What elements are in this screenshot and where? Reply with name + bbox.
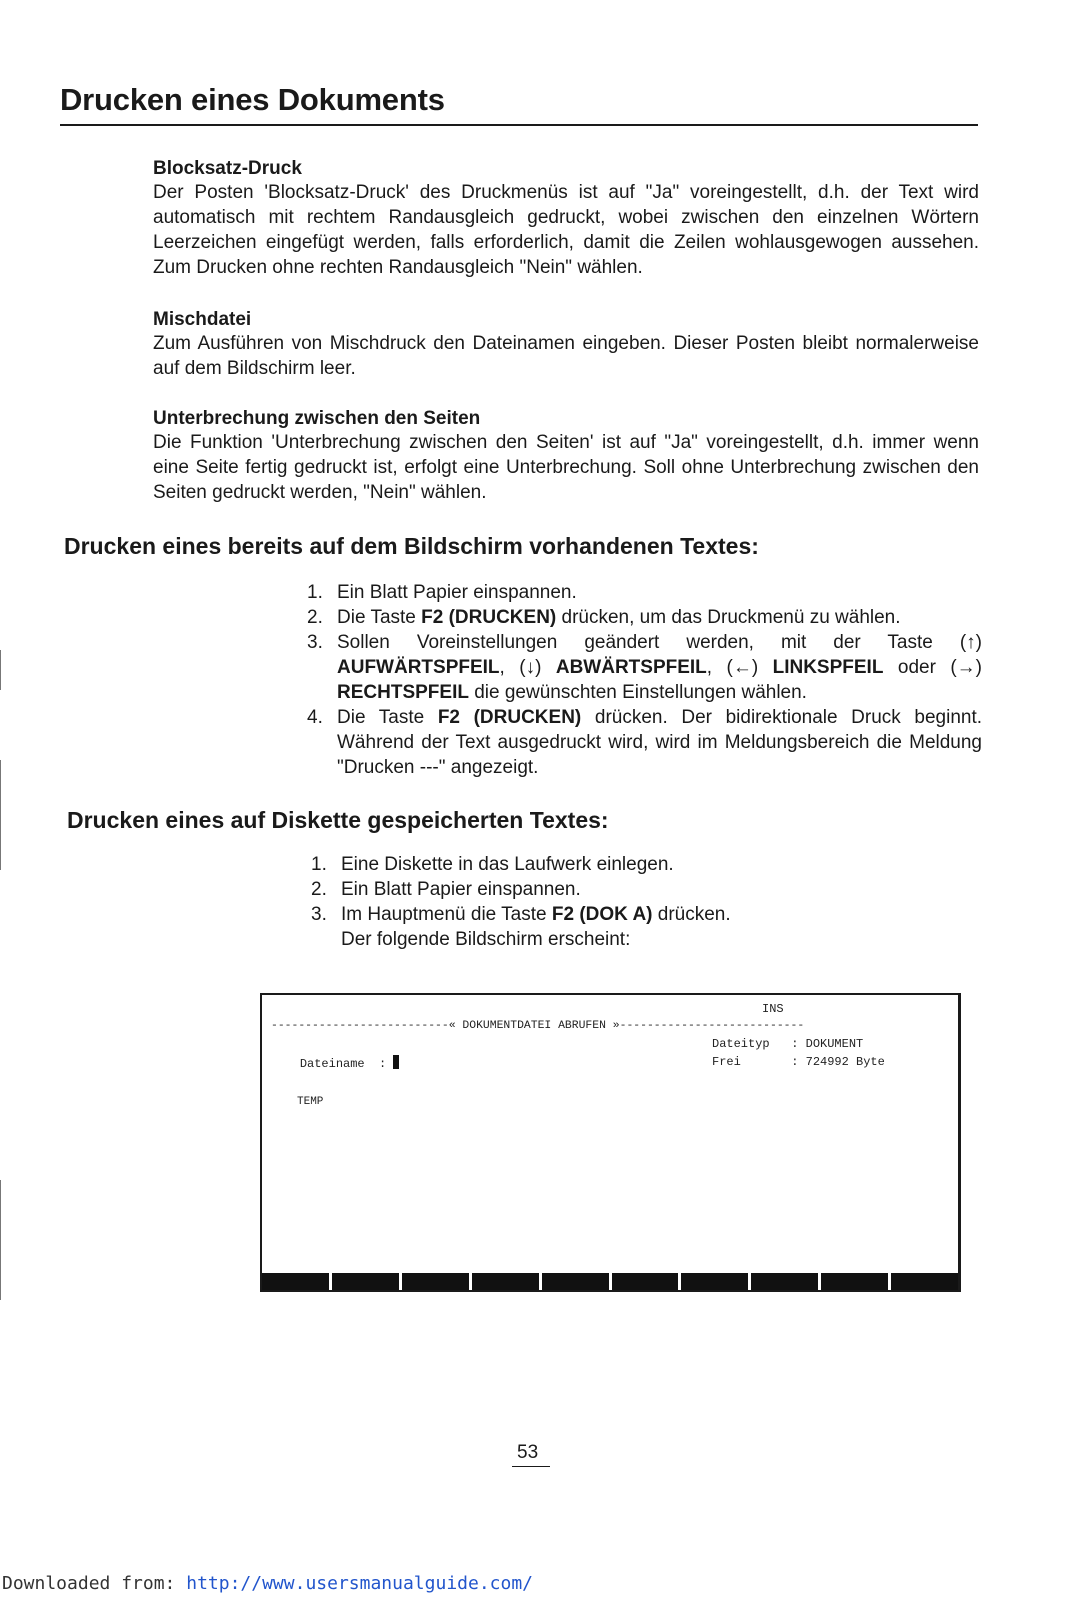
key-name: F2 (DOK A) bbox=[551, 904, 653, 925]
section-blocksatz bbox=[153, 158, 979, 280]
heading-print-from-disk: Drucken eines auf Diskette gespeicherten Textes: bbox=[67, 807, 609, 833]
step-number: 1. bbox=[311, 854, 327, 875]
function-key-slot bbox=[542, 1273, 609, 1290]
function-key-slot bbox=[332, 1273, 399, 1290]
insert-mode-indicator: INS bbox=[762, 1002, 784, 1016]
binder-mark bbox=[0, 650, 1, 690]
step-text: Im Hauptmenü die Taste bbox=[341, 904, 552, 925]
function-key-slot bbox=[681, 1273, 748, 1290]
section-heading: Blocksatz-Druck bbox=[153, 158, 302, 179]
key-name: F2 (DRUCKEN) bbox=[421, 607, 557, 628]
page-number: 53 bbox=[517, 1442, 539, 1463]
function-key-bar bbox=[262, 1273, 958, 1290]
function-key-slot bbox=[821, 1273, 888, 1290]
title-rule bbox=[60, 124, 978, 126]
step-text: , (↓) bbox=[499, 657, 556, 678]
list-item bbox=[307, 705, 982, 780]
section-heading: Unterbrechung zwischen den Seiten bbox=[153, 408, 481, 429]
key-name: LINKSPFEIL bbox=[772, 657, 884, 678]
list-item bbox=[307, 630, 982, 705]
step-text: Die Taste bbox=[337, 707, 438, 728]
list-item bbox=[311, 877, 971, 902]
step-number: 2. bbox=[311, 879, 327, 900]
page-number-rule bbox=[512, 1466, 550, 1467]
step-text: drücken. bbox=[652, 904, 731, 925]
section-body: Der Posten 'Blocksatz-Druck' des Druckmenüs ist auf "Ja" voreingestellt, d.h. der Text wird automatisch mit rechtem Randausgleich gedruckt, wobei zwischen den einzelnen Wörtern Leerzeichen eingefügt werden, falls erforderlich, damit die Zeilen wohlausgewogen aussehen. Zum Drucken ohne rechten Randausgleich "Nein" wählen. bbox=[153, 182, 979, 278]
step-text: drücken, um das Druckmenü zu wählen. bbox=[556, 607, 901, 628]
free-space-info: Frei : 724992 Byte bbox=[712, 1055, 885, 1069]
function-key-slot bbox=[751, 1273, 818, 1290]
screen-mockup bbox=[260, 993, 961, 1292]
filename-label: Dateiname : bbox=[299, 1057, 387, 1071]
list-item bbox=[311, 852, 971, 877]
list-item bbox=[307, 605, 982, 630]
step-text: Die Taste bbox=[337, 607, 422, 628]
step-text: Sollen Voreinstellungen geändert werden, mit der Taste (↑) bbox=[337, 632, 982, 653]
function-key-slot bbox=[612, 1273, 679, 1290]
screen-banner: --------------------------« DOKUMENTDATEI ABRUFEN »--------------------------- bbox=[271, 1020, 805, 1032]
section-unterbrechung bbox=[153, 408, 979, 505]
step-number: 3. bbox=[311, 904, 327, 925]
key-name: AUFWÄRTSPFEIL bbox=[337, 657, 500, 678]
step-text: , (←) bbox=[706, 657, 773, 678]
step-number: 2. bbox=[307, 607, 323, 628]
footer-prefix: Downloaded from: bbox=[2, 1573, 187, 1594]
download-footer bbox=[2, 1573, 533, 1594]
section-body: Zum Ausführen von Mischdruck den Dateinamen eingeben. Dieser Posten bleibt normalerweise auf dem Bildschirm leer. bbox=[153, 333, 979, 379]
steps-print-from-screen bbox=[307, 580, 982, 780]
binder-mark bbox=[0, 1180, 1, 1300]
key-name: ABWÄRTSPFEIL bbox=[555, 657, 707, 678]
text-cursor bbox=[393, 1055, 399, 1069]
step-text: Ein Blatt Papier einspannen. bbox=[341, 879, 581, 900]
step-text: oder (→) bbox=[883, 657, 983, 678]
step-number: 1. bbox=[307, 582, 323, 603]
step-text: Der folgende Bildschirm erscheint: bbox=[341, 929, 631, 950]
function-key-slot bbox=[891, 1273, 958, 1290]
function-key-slot bbox=[402, 1273, 469, 1290]
list-item bbox=[311, 902, 971, 952]
section-heading: Mischdatei bbox=[153, 309, 252, 330]
step-number: 4. bbox=[307, 707, 323, 728]
file-entry: TEMP bbox=[297, 1096, 324, 1108]
steps-print-from-disk bbox=[311, 852, 971, 952]
binder-mark bbox=[0, 760, 1, 870]
footer-link[interactable]: http://www.usersmanualguide.com/ bbox=[186, 1573, 534, 1594]
section-mischdatei bbox=[153, 309, 979, 381]
step-number: 3. bbox=[307, 632, 323, 653]
list-item bbox=[307, 580, 982, 605]
key-name: F2 (DRUCKEN) bbox=[437, 707, 582, 728]
page-title: Drucken eines Dokuments bbox=[60, 82, 445, 117]
step-text: die gewünschten Einstellungen wählen. bbox=[468, 682, 807, 703]
key-name: RECHTSPFEIL bbox=[337, 682, 469, 703]
step-text: Ein Blatt Papier einspannen. bbox=[337, 582, 577, 603]
filename-field bbox=[271, 1041, 399, 1085]
function-key-slot bbox=[472, 1273, 539, 1290]
heading-print-from-screen: Drucken eines bereits auf dem Bildschirm vorhandenen Textes: bbox=[64, 533, 759, 559]
step-text: drücken. Der bidirektionale Druck beginnt. Während der Text ausgedruckt wird, wird im Meldungsbereich die Meldung "Drucken ---" angezeigt. bbox=[337, 707, 983, 778]
filetype-info: Dateityp : DOKUMENT bbox=[712, 1037, 864, 1051]
section-body: Die Funktion 'Unterbrechung zwischen den Seiten' ist auf "Ja" voreingestellt, d.h. immer wenn eine Seite fertig gedruckt ist, erfolgt eine Unterbrechung. Soll ohne Unterbrechung zwischen den Seiten gedruckt werden, "Nein" wählen. bbox=[153, 432, 979, 503]
step-text: Eine Diskette in das Laufwerk einlegen. bbox=[341, 854, 674, 875]
function-key-slot bbox=[262, 1273, 329, 1290]
